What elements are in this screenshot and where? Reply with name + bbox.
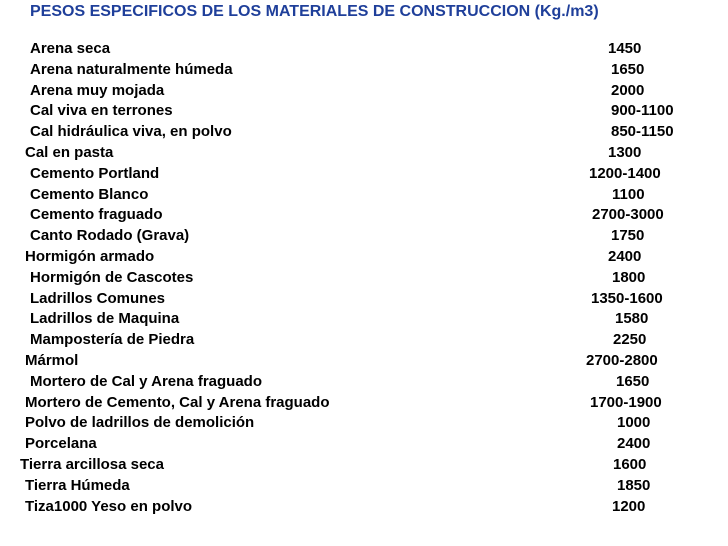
material-name: Mármol: [25, 352, 79, 369]
material-name: Mampostería de Piedra: [30, 331, 195, 349]
material-weight: 1800: [612, 268, 646, 286]
table-row: [0, 310, 728, 331]
material-name: Canto Rodado (Grava): [30, 227, 190, 245]
material-name: Cal viva en terrones: [30, 102, 173, 120]
material-name: Cemento fraguado: [30, 206, 163, 224]
material-weight: 1300: [608, 144, 642, 161]
material-name: Cemento Portland: [30, 164, 160, 182]
table-row: [0, 82, 728, 103]
table-row: [0, 123, 728, 144]
material-name: Tierra arcillosa seca: [20, 456, 164, 473]
material-weight: 2250: [613, 331, 647, 349]
table-row: [0, 373, 728, 394]
material-weight: 1750: [611, 227, 645, 245]
table-row: [0, 40, 728, 61]
material-name: Tiza1000 Yeso en polvo: [25, 497, 193, 515]
material-name: Ladrillos Comunes: [30, 289, 166, 307]
table-row: [0, 186, 728, 207]
material-name: Polvo de ladrillos de demolición: [25, 414, 255, 432]
material-name: Mortero de Cemento, Cal y Arena fraguado: [25, 393, 330, 411]
table-row: [0, 477, 728, 498]
material-weight: 2400: [617, 435, 651, 453]
material-name: Arena muy mojada: [30, 81, 165, 99]
material-weight: 1700-1900: [590, 393, 662, 411]
material-weight: 1600: [613, 456, 647, 473]
material-weight: 1350-1600: [591, 289, 663, 307]
material-name: Tierra Húmeda: [25, 476, 130, 494]
material-weight: 1200-1400: [589, 164, 661, 182]
material-weight: 1450: [608, 40, 642, 57]
table-row: [0, 435, 728, 456]
material-weight: 1650: [616, 372, 650, 390]
table-row: [0, 414, 728, 435]
material-weight: 1650: [611, 60, 645, 78]
table-row: [0, 290, 728, 311]
material-weight: 850-1150: [611, 123, 674, 141]
table-row: [0, 394, 728, 415]
table-row: [0, 61, 728, 82]
page-title: PESOS ESPECIFICOS DE LOS MATERIALES DE CONSTRUCCION (Kg./m3): [30, 3, 599, 20]
material-name: Cal en pasta: [25, 144, 114, 161]
table-row: [0, 227, 728, 248]
material-name: Mortero de Cal y Arena fraguado: [30, 372, 262, 390]
material-weight: 1000: [617, 414, 651, 432]
material-name: Porcelana: [25, 435, 97, 453]
table-row: [0, 165, 728, 186]
material-weight: 1100: [612, 185, 645, 203]
table-row: [0, 352, 728, 373]
table-row: [0, 456, 728, 477]
material-weight: 2700-2800: [586, 352, 658, 369]
material-weight: 2000: [611, 81, 645, 99]
material-name: Ladrillos de Maquina: [30, 310, 180, 328]
material-name: Cal hidráulica viva, en polvo: [30, 123, 232, 141]
material-weight: 2700-3000: [592, 206, 664, 224]
material-name: Arena seca: [30, 40, 111, 57]
table-row: [0, 269, 728, 290]
table-row: [0, 498, 728, 519]
table-row: [0, 248, 728, 269]
material-name: Hormigón de Cascotes: [30, 268, 194, 286]
material-weight: 1580: [615, 310, 649, 328]
material-name: Hormigón armado: [25, 248, 155, 265]
material-name: Arena naturalmente húmeda: [30, 60, 233, 78]
material-weight: 1200: [612, 497, 646, 515]
table-row: [0, 206, 728, 227]
table-row: [0, 331, 728, 352]
material-name: Cemento Blanco: [30, 185, 149, 203]
table-row: [0, 102, 728, 123]
material-weight: 1850: [617, 476, 651, 494]
material-weight: 2400: [608, 248, 642, 265]
table-row: [0, 144, 728, 165]
material-weight: 900-1100: [611, 102, 674, 120]
